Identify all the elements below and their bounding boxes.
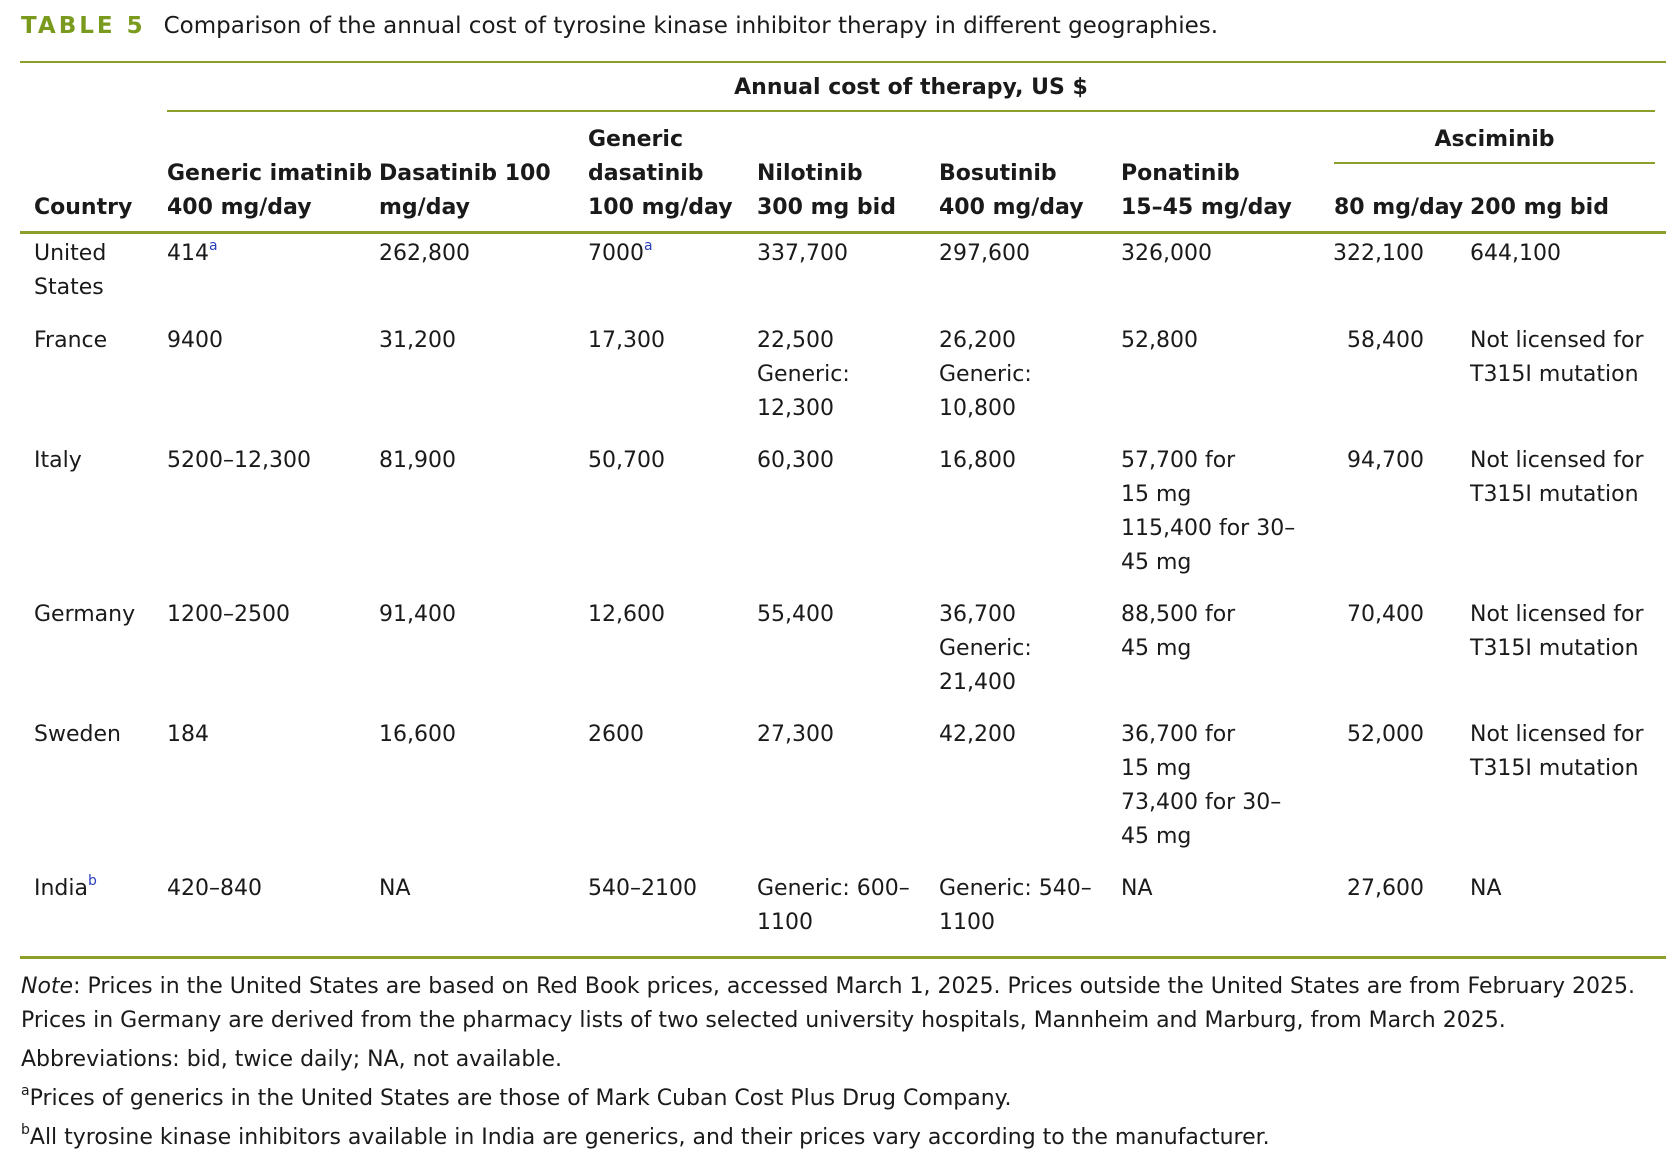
table-cell xyxy=(1264,237,1424,271)
country-cell xyxy=(34,324,107,358)
cell-line: NA xyxy=(1121,876,1153,901)
cell-line: 337,700 xyxy=(757,241,848,266)
cell-line: 184 xyxy=(167,722,209,747)
column-header-line: 100 mg/day xyxy=(588,195,733,220)
table-cell xyxy=(1264,324,1424,358)
asciminib-group-header: Asciminib xyxy=(1434,127,1555,152)
column-header-line: Bosutinib xyxy=(939,161,1057,186)
footnote-b-text: All tyrosine kinase inhibitors available in India are generics, and their prices vary according to the manufacturer. xyxy=(29,1125,1270,1150)
country-line: United xyxy=(34,241,107,266)
table-cell xyxy=(939,444,1016,478)
table-cell xyxy=(1470,237,1561,271)
column-header-line: Dasatinib 100 xyxy=(379,161,551,186)
table-cell xyxy=(757,872,910,940)
country-line: Sweden xyxy=(34,722,121,747)
footnote-a-text: Prices of generics in the United States are those of Mark Cuban Cost Plus Drug Company. xyxy=(29,1086,1012,1111)
cell-line: 9400 xyxy=(167,328,223,353)
note-line-2: Prices in Germany are derived from the pharmacy lists of two selected university hospitals, Mannheim and Marburg, from March 2025. xyxy=(21,1008,1506,1033)
footnote-marker: a xyxy=(644,237,653,254)
table-cell xyxy=(1121,237,1212,271)
header-bottom-rule xyxy=(20,231,1666,234)
cell-line: NA xyxy=(1470,876,1502,901)
table-cell xyxy=(1470,718,1644,786)
table-cell xyxy=(1470,598,1644,666)
country-line: India$^b$ xyxy=(34,872,97,901)
table-bottom-rule xyxy=(20,956,1666,959)
cell-line: 45 mg xyxy=(1121,824,1192,849)
footnote-marker: a xyxy=(209,237,218,254)
cell-line: 12,300 xyxy=(757,396,834,421)
cell-line: 36,700 xyxy=(939,602,1016,627)
cell-line: Not licensed for xyxy=(1470,602,1644,627)
cell-line: 15 mg xyxy=(1121,482,1192,507)
cell-line: 322,100 xyxy=(1333,241,1424,266)
cell-line: 16,600 xyxy=(379,722,456,747)
table-cell xyxy=(1121,872,1153,906)
cell-line: 60,300 xyxy=(757,448,834,473)
cell-line: 45 mg xyxy=(1121,636,1192,661)
table-cell xyxy=(939,237,1030,271)
column-header xyxy=(757,157,896,225)
cell-line: Generic: 540– xyxy=(939,876,1092,901)
column-header xyxy=(1470,191,1609,225)
cell-line: 31,200 xyxy=(379,328,456,353)
column-header xyxy=(167,157,372,225)
footnote-b-mark: b xyxy=(21,1121,30,1138)
table-cell xyxy=(1121,324,1198,358)
table-cell xyxy=(757,444,834,478)
table-cell xyxy=(757,718,834,752)
footnote-a-mark: a xyxy=(21,1082,30,1099)
table-cell xyxy=(757,237,848,271)
table-cell xyxy=(1121,718,1281,854)
cell-line: 414$^a$ xyxy=(167,237,218,266)
footnote-marker: b xyxy=(88,872,97,889)
country-cell xyxy=(34,444,82,478)
cell-line: 91,400 xyxy=(379,602,456,627)
column-header xyxy=(588,123,733,225)
column-header-line: dasatinib xyxy=(588,161,704,186)
table-cell xyxy=(1264,718,1424,752)
table-cell xyxy=(1121,598,1235,666)
cell-line: 326,000 xyxy=(1121,241,1212,266)
cell-line: Not licensed for xyxy=(1470,328,1644,353)
cell-line: 21,400 xyxy=(939,670,1016,695)
table-cell xyxy=(588,872,697,906)
table-cell xyxy=(939,718,1016,752)
cell-line: 50,700 xyxy=(588,448,665,473)
cell-line: 88,500 for xyxy=(1121,602,1236,627)
cell-line: 2600 xyxy=(588,722,644,747)
cell-line: 27,600 xyxy=(1347,876,1424,901)
table-cell xyxy=(167,444,311,478)
country-line: Germany xyxy=(34,602,136,627)
table-notes xyxy=(21,970,1635,1155)
table-cell xyxy=(588,324,665,358)
column-header-line: Ponatinib xyxy=(1121,161,1240,186)
column-header-line: mg/day xyxy=(379,195,470,220)
cell-line: 45 mg xyxy=(1121,550,1192,575)
cell-line: 1200–2500 xyxy=(167,602,290,627)
cell-line: 57,700 for xyxy=(1121,448,1236,473)
cell-line: 73,400 for 30– xyxy=(1121,790,1282,815)
cell-line: Generic: xyxy=(939,362,1032,387)
column-header-line: 80 mg/day xyxy=(1334,195,1464,220)
column-header-country: Country xyxy=(34,195,133,220)
table-cell xyxy=(379,598,456,632)
cell-line: 70,400 xyxy=(1347,602,1424,627)
cell-line: 52,800 xyxy=(1121,328,1198,353)
cell-line: 52,000 xyxy=(1347,722,1424,747)
column-header-line: Nilotinib xyxy=(757,161,863,186)
table-caption xyxy=(21,13,1218,39)
cell-line: 27,300 xyxy=(757,722,834,747)
cell-line: T315I mutation xyxy=(1470,362,1639,387)
cell-line: NA xyxy=(379,876,411,901)
table-cell xyxy=(379,237,470,271)
column-header xyxy=(379,157,551,225)
cell-line: T315I mutation xyxy=(1470,482,1639,507)
table-cell xyxy=(167,324,223,358)
cell-line: Generic: xyxy=(757,362,850,387)
column-header xyxy=(939,157,1084,225)
cell-line: 420–840 xyxy=(167,876,262,901)
cell-line: 55,400 xyxy=(757,602,834,627)
column-header-line: 400 mg/day xyxy=(167,195,312,220)
cell-line: 1100 xyxy=(939,910,995,935)
table-cell xyxy=(588,237,653,271)
table-cell xyxy=(588,598,665,632)
country-cell xyxy=(34,872,97,906)
cell-line: 17,300 xyxy=(588,328,665,353)
note-line-1 xyxy=(21,970,1635,1004)
column-header-line: Generic imatinib xyxy=(167,161,372,186)
cell-line: Generic: 600– xyxy=(757,876,910,901)
cell-line: 7000$^a$ xyxy=(588,237,653,266)
note-label: Note xyxy=(21,974,74,999)
annual-cost-group-header: Annual cost of therapy, US $ xyxy=(734,75,1088,100)
cell-line: 12,600 xyxy=(588,602,665,627)
table-title: Comparison of the annual cost of tyrosine kinase inhibitor therapy in different geographies. xyxy=(163,13,1219,39)
column-header xyxy=(1334,191,1463,225)
table-cell xyxy=(1264,444,1424,478)
column-header-line: 15–45 mg/day xyxy=(1121,195,1292,220)
table-cell xyxy=(167,872,262,906)
table-cell xyxy=(379,718,456,752)
cell-line: 58,400 xyxy=(1347,328,1424,353)
cell-line: 15 mg xyxy=(1121,756,1192,781)
table-cell xyxy=(379,872,411,906)
asciminib-header-rule xyxy=(1334,162,1655,164)
cell-line: 540–2100 xyxy=(588,876,697,901)
cell-line: Generic: xyxy=(939,636,1032,661)
table-cell xyxy=(167,237,218,271)
country-line: States xyxy=(34,275,104,300)
table-cell xyxy=(167,598,290,632)
cell-line: Not licensed for xyxy=(1470,722,1644,747)
footnote-a xyxy=(21,1082,1635,1116)
table-cell xyxy=(1264,598,1424,632)
cell-line: T315I mutation xyxy=(1470,756,1639,781)
table-cell xyxy=(939,324,1032,426)
table-cell xyxy=(379,324,456,358)
column-header xyxy=(1121,157,1292,225)
table-cell xyxy=(939,598,1032,700)
column-header-line: Generic xyxy=(588,127,683,152)
cell-line: 297,600 xyxy=(939,241,1030,266)
column-header-line: 200 mg bid xyxy=(1470,195,1609,220)
cell-line: 10,800 xyxy=(939,396,1016,421)
cell-line: 22,500 xyxy=(757,328,834,353)
country-cell xyxy=(34,598,135,632)
cell-line: 42,200 xyxy=(939,722,1016,747)
cell-line: Not licensed for xyxy=(1470,448,1644,473)
table-cell xyxy=(167,718,209,752)
table-cell xyxy=(379,444,456,478)
cell-line: 26,200 xyxy=(939,328,1016,353)
column-header-line: 300 mg bid xyxy=(757,195,896,220)
cell-line: 81,900 xyxy=(379,448,456,473)
country-line: Italy xyxy=(34,448,82,473)
column-header-line: 400 mg/day xyxy=(939,195,1084,220)
cell-line: 644,100 xyxy=(1470,241,1561,266)
abbreviations: Abbreviations: bid, twice daily; NA, not available. xyxy=(21,1047,562,1072)
note-text: : Prices in the United States are based on Red Book prices, accessed March 1, 2025. Prices outside the United States are from February 2025. xyxy=(73,974,1635,999)
cell-line: 1100 xyxy=(757,910,813,935)
country-cell xyxy=(34,718,121,752)
footnote-b xyxy=(21,1121,1635,1155)
table-cell xyxy=(1470,872,1502,906)
cell-line: 115,400 for 30– xyxy=(1121,516,1296,541)
cell-line: 5200–12,300 xyxy=(167,448,311,473)
top-rule xyxy=(20,61,1666,63)
table-cell xyxy=(588,444,665,478)
table-cell xyxy=(757,598,834,632)
table-cell xyxy=(1470,324,1644,392)
cell-line: 16,800 xyxy=(939,448,1016,473)
country-line: France xyxy=(34,328,108,353)
country-cell xyxy=(34,237,106,305)
table-cell xyxy=(939,872,1092,940)
table-label: TABLE 5 xyxy=(21,13,146,39)
cell-line: 262,800 xyxy=(379,241,470,266)
cell-line: 36,700 for xyxy=(1121,722,1236,747)
group-header-rule xyxy=(167,110,1655,112)
table-cell xyxy=(757,324,850,426)
table-cell xyxy=(1264,872,1424,906)
cell-line: 94,700 xyxy=(1347,448,1424,473)
table-cell xyxy=(588,718,644,752)
table-cell xyxy=(1470,444,1644,512)
cell-line: T315I mutation xyxy=(1470,636,1639,661)
